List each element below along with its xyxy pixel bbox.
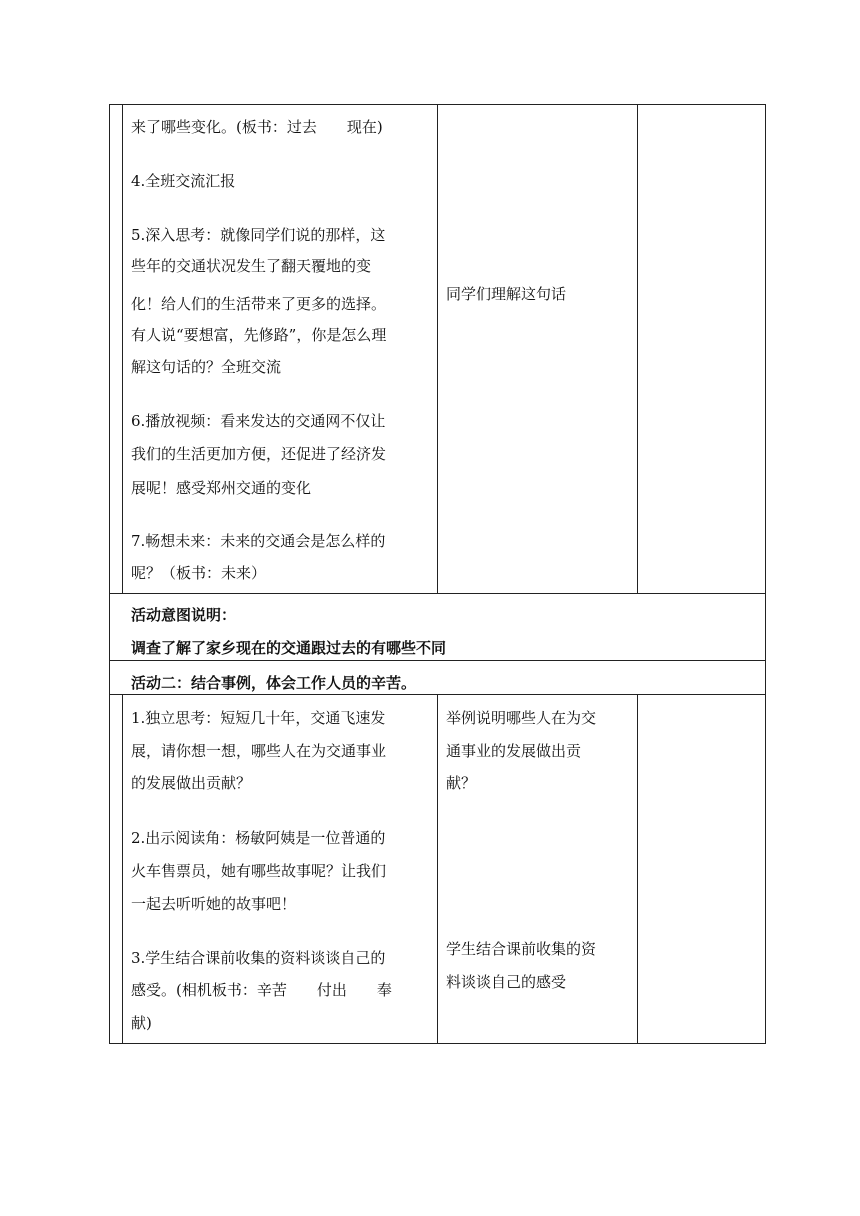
column-divider (437, 104, 438, 593)
student-activity-text: 通事业的发展做出贡 (446, 742, 582, 760)
step-text: 呢？（板书：未来） (131, 564, 267, 582)
intent-text: 调查了解了家乡现在的交通跟过去的有哪些不同 (131, 639, 447, 657)
step-text: 5.深入思考：就像同学们说的那样，这 (131, 226, 386, 244)
step-text: 一起去听听她的故事吧！ (131, 895, 297, 913)
step-text: 3.学生结合课前收集的资料谈谈自己的 (131, 949, 386, 967)
step-text: 4.全班交流汇报 (131, 172, 236, 190)
step-text: 7.畅想未来：未来的交通会是怎么样的 (131, 532, 386, 550)
step-text: 1.独立思考：短短几十年，交通飞速发 (131, 709, 386, 727)
step-text: 2.出示阅读角：杨敏阿姨是一位普通的 (131, 829, 386, 847)
column-divider (637, 694, 638, 1044)
step-text: 6.播放视频：看来发达的交通网不仅让 (131, 412, 386, 430)
column-divider (437, 694, 438, 1044)
inner-left-border (122, 104, 123, 593)
intent-title: 活动意图说明： (131, 606, 237, 624)
student-activity-text: 献？ (446, 774, 477, 792)
inner-left-border (122, 694, 123, 1044)
student-activity-text: 料谈谈自己的感受 (446, 973, 567, 991)
step-text: 有人说“要想富，先修路”，你是怎么理 (131, 326, 387, 344)
student-activity-text: 举例说明哪些人在为交 (446, 709, 597, 727)
step-text: 解这句话的？全班交流 (131, 358, 282, 376)
step-text: 展，请你想一想，哪些人在为交通事业 (131, 742, 387, 760)
step-text: 展呢！感受郑州交通的变化 (131, 479, 312, 497)
step-text: 化！给人们的生活带来了更多的选择。 (131, 295, 387, 313)
student-activity-text: 同学们理解这句话 (446, 285, 567, 303)
column-divider (637, 104, 638, 593)
row-divider (109, 593, 766, 594)
step-text: 我们的生活更加方便，还促进了经济发 (131, 445, 387, 463)
step-text: 感受。(相机板书：辛苦 付出 奉 (131, 981, 392, 999)
step-text: 火车售票员，她有哪些故事呢？让我们 (131, 862, 387, 880)
student-activity-text: 学生结合课前收集的资 (446, 940, 597, 958)
step-text: 的发展做出贡献？ (131, 774, 252, 792)
step-text: 献) (131, 1014, 152, 1032)
activity-two-title: 活动二：结合事例，体会工作人员的辛苦。 (131, 674, 417, 692)
step-text: 些年的交通状况发生了翻天覆地的变 (131, 257, 372, 275)
step-text: 来了哪些变化。(板书：过去 现在) (131, 118, 383, 136)
